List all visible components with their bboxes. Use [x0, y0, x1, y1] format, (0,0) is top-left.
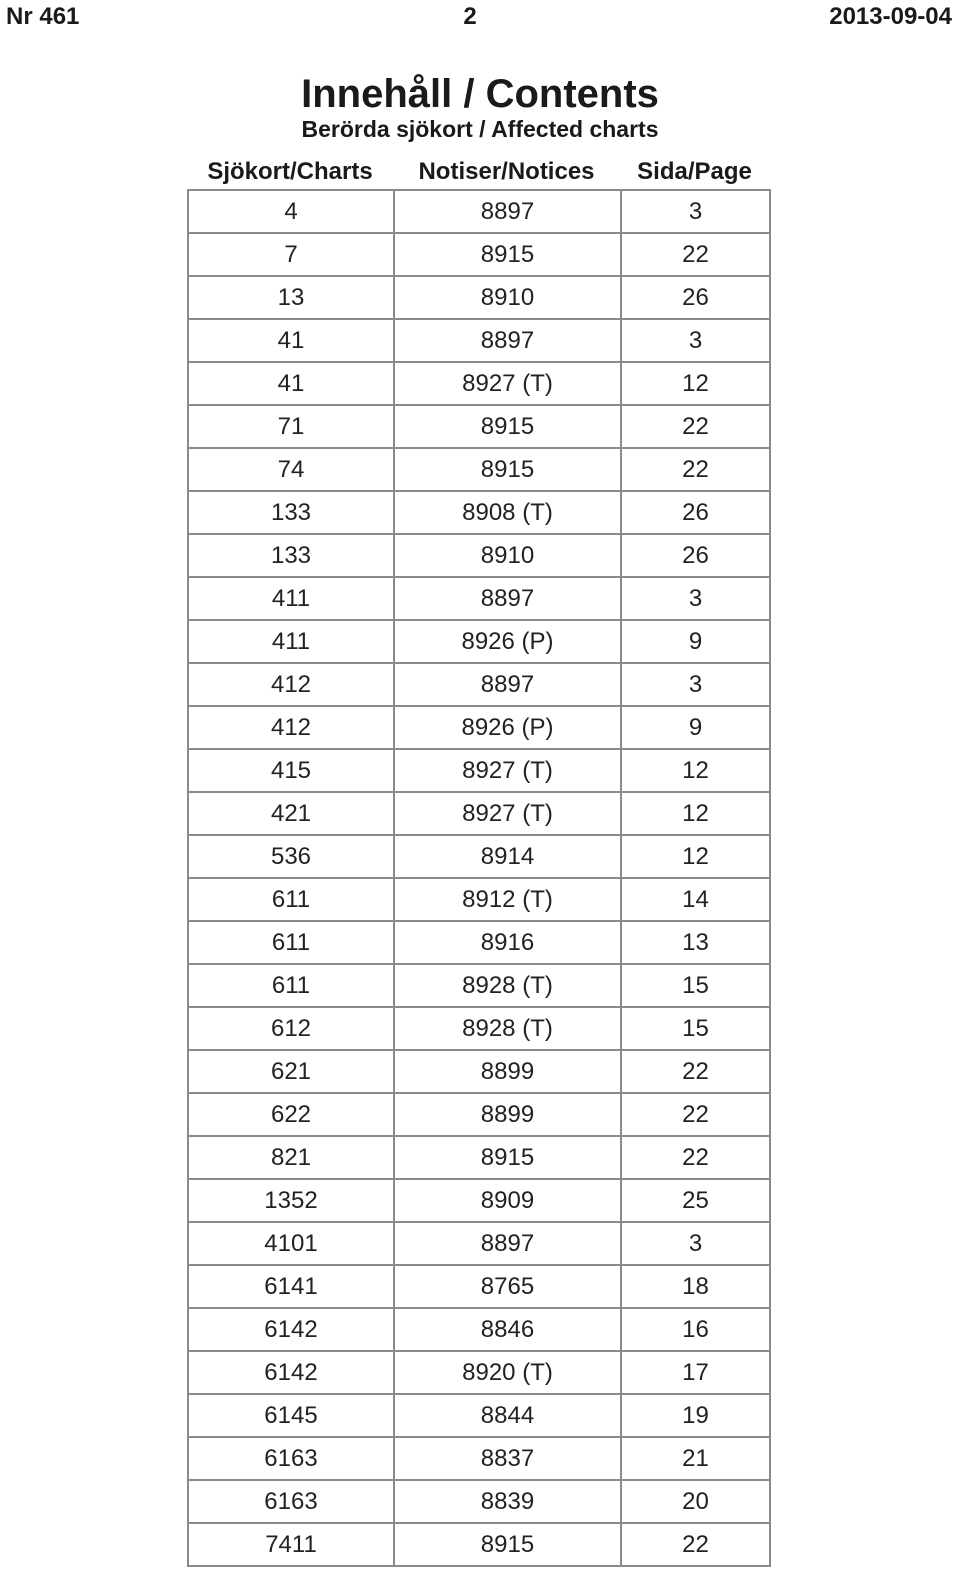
notice-cell: 8915 — [394, 448, 621, 491]
column-header-notices: Notiser/Notices — [418, 158, 595, 185]
table-row — [188, 1394, 770, 1437]
table-row — [188, 620, 770, 663]
page-cell: 15 — [621, 964, 770, 1007]
chart-cell: 7411 — [188, 1523, 394, 1566]
table-row — [188, 233, 770, 276]
notice-cell: 8839 — [394, 1480, 621, 1523]
table-row — [188, 835, 770, 878]
table-row — [188, 319, 770, 362]
notice-cell: 8926 (P) — [394, 706, 621, 749]
table-row — [188, 1093, 770, 1136]
table-row — [188, 1265, 770, 1308]
page-cell: 12 — [621, 792, 770, 835]
notice-cell: 8915 — [394, 405, 621, 448]
column-header-page: Sida/Page — [637, 158, 752, 185]
table-row — [188, 1050, 770, 1093]
page-cell: 22 — [621, 1050, 770, 1093]
page-cell: 12 — [621, 835, 770, 878]
page-cell: 19 — [621, 1394, 770, 1437]
notice-cell: 8908 (T) — [394, 491, 621, 534]
chart-cell: 612 — [188, 1007, 394, 1050]
page-cell: 17 — [621, 1351, 770, 1394]
table-row — [188, 1523, 770, 1566]
table-row — [188, 1136, 770, 1179]
page-cell: 22 — [621, 1523, 770, 1566]
notice-cell: 8765 — [394, 1265, 621, 1308]
notice-cell: 8899 — [394, 1093, 621, 1136]
chart-cell: 421 — [188, 792, 394, 835]
page-cell: 22 — [621, 1093, 770, 1136]
page-cell: 9 — [621, 706, 770, 749]
chart-cell: 411 — [188, 620, 394, 663]
notice-cell: 8899 — [394, 1050, 621, 1093]
page-cell: 21 — [621, 1437, 770, 1480]
page-cell: 3 — [621, 1222, 770, 1265]
page-subtitle: Berörda sjökort / Affected charts — [301, 116, 659, 142]
contents-table — [187, 189, 771, 1567]
chart-cell: 74 — [188, 448, 394, 491]
table-row — [188, 1437, 770, 1480]
notice-cell: 8912 (T) — [394, 878, 621, 921]
notice-cell: 8837 — [394, 1437, 621, 1480]
page-cell: 18 — [621, 1265, 770, 1308]
table-row — [188, 491, 770, 534]
notice-cell: 8927 (T) — [394, 362, 621, 405]
notice-cell: 8915 — [394, 1136, 621, 1179]
chart-cell: 71 — [188, 405, 394, 448]
chart-cell: 412 — [188, 663, 394, 706]
table-row — [188, 1222, 770, 1265]
page-title: Innehåll / Contents — [301, 72, 659, 116]
page-cell: 13 — [621, 921, 770, 964]
issue-date: 2013-09-04 — [829, 3, 952, 30]
chart-cell: 4101 — [188, 1222, 394, 1265]
notice-cell: 8915 — [394, 1523, 621, 1566]
chart-cell: 1352 — [188, 1179, 394, 1222]
notice-cell: 8897 — [394, 663, 621, 706]
notice-cell: 8920 (T) — [394, 1351, 621, 1394]
page-cell: 22 — [621, 448, 770, 491]
table-row — [188, 1179, 770, 1222]
page-cell: 14 — [621, 878, 770, 921]
notice-cell: 8928 (T) — [394, 964, 621, 1007]
chart-cell: 133 — [188, 534, 394, 577]
page-cell: 3 — [621, 190, 770, 233]
chart-cell: 6163 — [188, 1437, 394, 1480]
table-row — [188, 921, 770, 964]
table-row — [188, 792, 770, 835]
page-cell: 9 — [621, 620, 770, 663]
chart-cell: 412 — [188, 706, 394, 749]
notice-cell: 8914 — [394, 835, 621, 878]
page-cell: 22 — [621, 233, 770, 276]
notice-cell: 8927 (T) — [394, 792, 621, 835]
page-cell: 16 — [621, 1308, 770, 1351]
page-cell: 22 — [621, 1136, 770, 1179]
notice-cell: 8916 — [394, 921, 621, 964]
chart-cell: 41 — [188, 362, 394, 405]
notice-cell: 8897 — [394, 190, 621, 233]
notice-cell: 8897 — [394, 1222, 621, 1265]
notice-cell: 8897 — [394, 319, 621, 362]
chart-cell: 611 — [188, 921, 394, 964]
chart-cell: 611 — [188, 878, 394, 921]
chart-cell: 622 — [188, 1093, 394, 1136]
page-cell: 12 — [621, 749, 770, 792]
notice-cell: 8844 — [394, 1394, 621, 1437]
notice-cell: 8909 — [394, 1179, 621, 1222]
table-row — [188, 534, 770, 577]
chart-cell: 6142 — [188, 1351, 394, 1394]
page-cell: 26 — [621, 491, 770, 534]
chart-cell: 6141 — [188, 1265, 394, 1308]
page-cell: 22 — [621, 405, 770, 448]
notice-cell: 8846 — [394, 1308, 621, 1351]
chart-cell: 415 — [188, 749, 394, 792]
page-cell: 3 — [621, 577, 770, 620]
table-row — [188, 1007, 770, 1050]
chart-cell: 621 — [188, 1050, 394, 1093]
chart-cell: 6163 — [188, 1480, 394, 1523]
table-row — [188, 1308, 770, 1351]
contents-table-body — [188, 190, 770, 1566]
notice-cell: 8928 (T) — [394, 1007, 621, 1050]
chart-cell: 611 — [188, 964, 394, 1007]
chart-cell: 4 — [188, 190, 394, 233]
table-row — [188, 964, 770, 1007]
table-row — [188, 706, 770, 749]
notice-cell: 8927 (T) — [394, 749, 621, 792]
page-number: 2 — [463, 3, 477, 30]
chart-cell: 7 — [188, 233, 394, 276]
notice-cell: 8926 (P) — [394, 620, 621, 663]
table-row — [188, 878, 770, 921]
table-row — [188, 577, 770, 620]
table-row — [188, 1480, 770, 1523]
page-cell: 3 — [621, 319, 770, 362]
notice-cell: 8897 — [394, 577, 621, 620]
table-row — [188, 276, 770, 319]
page-cell: 15 — [621, 1007, 770, 1050]
table-row — [188, 1351, 770, 1394]
column-header-charts: Sjökort/Charts — [207, 158, 373, 185]
chart-cell: 6145 — [188, 1394, 394, 1437]
notice-cell: 8910 — [394, 276, 621, 319]
notice-cell: 8910 — [394, 534, 621, 577]
chart-cell: 411 — [188, 577, 394, 620]
table-row — [188, 663, 770, 706]
page-cell: 20 — [621, 1480, 770, 1523]
table-row — [188, 362, 770, 405]
table-row — [188, 190, 770, 233]
page-cell: 25 — [621, 1179, 770, 1222]
chart-cell: 13 — [188, 276, 394, 319]
chart-cell: 133 — [188, 491, 394, 534]
page-cell: 12 — [621, 362, 770, 405]
chart-cell: 536 — [188, 835, 394, 878]
notice-cell: 8915 — [394, 233, 621, 276]
page-cell: 26 — [621, 276, 770, 319]
chart-cell: 6142 — [188, 1308, 394, 1351]
table-row — [188, 749, 770, 792]
page-cell: 3 — [621, 663, 770, 706]
chart-cell: 41 — [188, 319, 394, 362]
page-cell: 26 — [621, 534, 770, 577]
table-row — [188, 448, 770, 491]
table-row — [188, 405, 770, 448]
chart-cell: 821 — [188, 1136, 394, 1179]
issue-number: Nr 461 — [6, 3, 80, 30]
